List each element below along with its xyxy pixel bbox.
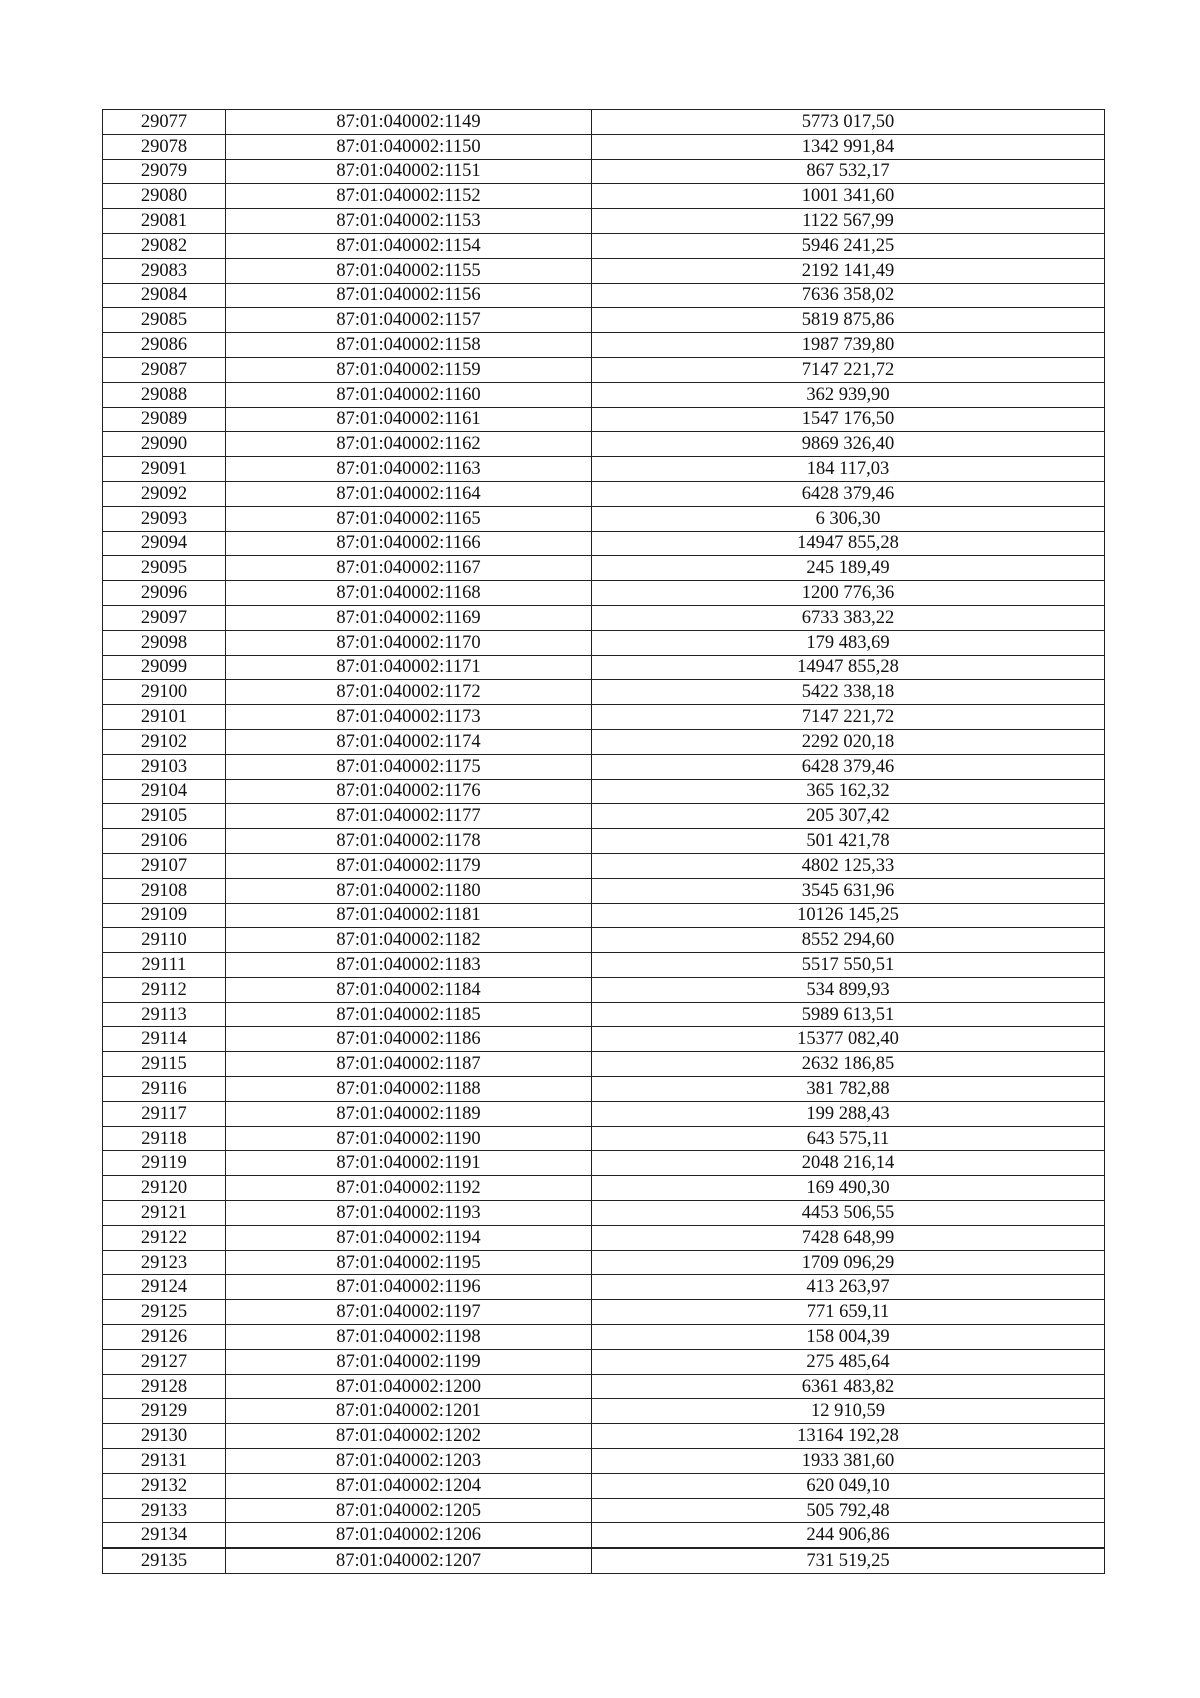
cadastral-number-cell: 87:01:040002:1152 <box>226 184 592 209</box>
cadastral-number-cell: 87:01:040002:1206 <box>226 1523 592 1548</box>
row-number-cell: 29082 <box>103 233 226 258</box>
table-row <box>103 308 1105 333</box>
row-number-cell: 29123 <box>103 1250 226 1275</box>
cadastral-value-cell: 6361 483,82 <box>592 1374 1105 1399</box>
row-number-cell: 29117 <box>103 1101 226 1126</box>
cadastral-value-cell: 2292 020,18 <box>592 729 1105 754</box>
table-row <box>103 1523 1105 1548</box>
cadastral-value-cell: 362 939,90 <box>592 382 1105 407</box>
cadastral-value-cell: 3545 631,96 <box>592 878 1105 903</box>
table-row <box>103 1201 1105 1226</box>
cadastral-value-cell: 5946 241,25 <box>592 233 1105 258</box>
cadastral-value-table <box>102 109 1105 1574</box>
cadastral-number-cell: 87:01:040002:1150 <box>226 134 592 159</box>
table-row <box>103 878 1105 903</box>
cadastral-number-cell: 87:01:040002:1181 <box>226 903 592 928</box>
row-number-cell: 29090 <box>103 432 226 457</box>
cadastral-value-cell: 1547 176,50 <box>592 407 1105 432</box>
row-number-cell: 29115 <box>103 1052 226 1077</box>
table-row <box>103 159 1105 184</box>
cadastral-number-cell: 87:01:040002:1175 <box>226 754 592 779</box>
table-row <box>103 1449 1105 1474</box>
row-number-cell: 29079 <box>103 159 226 184</box>
cadastral-number-cell: 87:01:040002:1194 <box>226 1225 592 1250</box>
cadastral-value-cell: 7636 358,02 <box>592 283 1105 308</box>
table-row <box>103 1002 1105 1027</box>
cadastral-number-cell: 87:01:040002:1164 <box>226 481 592 506</box>
cadastral-value-cell: 505 792,48 <box>592 1498 1105 1523</box>
cadastral-value-cell: 199 288,43 <box>592 1101 1105 1126</box>
table-row <box>103 1250 1105 1275</box>
cadastral-value-cell: 179 483,69 <box>592 630 1105 655</box>
cadastral-number-cell: 87:01:040002:1178 <box>226 829 592 854</box>
cadastral-number-cell: 87:01:040002:1198 <box>226 1325 592 1350</box>
row-number-cell: 29131 <box>103 1449 226 1474</box>
row-number-cell: 29100 <box>103 680 226 705</box>
row-number-cell: 29133 <box>103 1498 226 1523</box>
table-body <box>103 110 1105 1574</box>
cadastral-number-cell: 87:01:040002:1182 <box>226 928 592 953</box>
row-number-cell: 29081 <box>103 209 226 234</box>
cadastral-number-cell: 87:01:040002:1155 <box>226 258 592 283</box>
table-row <box>103 705 1105 730</box>
cadastral-number-cell: 87:01:040002:1174 <box>226 729 592 754</box>
row-number-cell: 29127 <box>103 1349 226 1374</box>
row-number-cell: 29116 <box>103 1077 226 1102</box>
table-row <box>103 1225 1105 1250</box>
cadastral-number-cell: 87:01:040002:1199 <box>226 1349 592 1374</box>
cadastral-number-cell: 87:01:040002:1193 <box>226 1201 592 1226</box>
row-number-cell: 29096 <box>103 581 226 606</box>
table-row <box>103 457 1105 482</box>
table-row <box>103 977 1105 1002</box>
cadastral-value-cell: 10126 145,25 <box>592 903 1105 928</box>
cadastral-value-cell: 5517 550,51 <box>592 953 1105 978</box>
table-row <box>103 1027 1105 1052</box>
cadastral-value-cell: 245 189,49 <box>592 556 1105 581</box>
row-number-cell: 29106 <box>103 829 226 854</box>
cadastral-value-cell: 7147 221,72 <box>592 357 1105 382</box>
cadastral-number-cell: 87:01:040002:1151 <box>226 159 592 184</box>
cadastral-value-cell: 1933 381,60 <box>592 1449 1105 1474</box>
row-number-cell: 29080 <box>103 184 226 209</box>
table-row <box>103 829 1105 854</box>
cadastral-number-cell: 87:01:040002:1202 <box>226 1424 592 1449</box>
cadastral-number-cell: 87:01:040002:1158 <box>226 333 592 358</box>
table-row <box>103 110 1105 135</box>
cadastral-number-cell: 87:01:040002:1203 <box>226 1449 592 1474</box>
row-number-cell: 29125 <box>103 1300 226 1325</box>
table-row <box>103 432 1105 457</box>
cadastral-number-cell: 87:01:040002:1190 <box>226 1126 592 1151</box>
row-number-cell: 29098 <box>103 630 226 655</box>
cadastral-number-cell: 87:01:040002:1188 <box>226 1077 592 1102</box>
row-number-cell: 29108 <box>103 878 226 903</box>
row-number-cell: 29095 <box>103 556 226 581</box>
row-number-cell: 29112 <box>103 977 226 1002</box>
cadastral-value-cell: 413 263,97 <box>592 1275 1105 1300</box>
row-number-cell: 29111 <box>103 953 226 978</box>
row-number-cell: 29110 <box>103 928 226 953</box>
cadastral-number-cell: 87:01:040002:1186 <box>226 1027 592 1052</box>
table-row <box>103 531 1105 556</box>
table-row <box>103 953 1105 978</box>
cadastral-value-cell: 771 659,11 <box>592 1300 1105 1325</box>
cadastral-value-cell: 731 519,25 <box>592 1548 1105 1573</box>
cadastral-number-cell: 87:01:040002:1160 <box>226 382 592 407</box>
row-number-cell: 29124 <box>103 1275 226 1300</box>
row-number-cell: 29119 <box>103 1151 226 1176</box>
cadastral-value-cell: 5819 875,86 <box>592 308 1105 333</box>
table-row <box>103 333 1105 358</box>
cadastral-value-cell: 6428 379,46 <box>592 481 1105 506</box>
cadastral-value-cell: 275 485,64 <box>592 1349 1105 1374</box>
table-row <box>103 407 1105 432</box>
table-row <box>103 506 1105 531</box>
cadastral-value-cell: 534 899,93 <box>592 977 1105 1002</box>
table-row <box>103 233 1105 258</box>
cadastral-value-cell: 867 532,17 <box>592 159 1105 184</box>
row-number-cell: 29103 <box>103 754 226 779</box>
table-row <box>103 1374 1105 1399</box>
cadastral-value-cell: 8552 294,60 <box>592 928 1105 953</box>
cadastral-number-cell: 87:01:040002:1207 <box>226 1548 592 1573</box>
row-number-cell: 29091 <box>103 457 226 482</box>
table-row <box>103 655 1105 680</box>
row-number-cell: 29088 <box>103 382 226 407</box>
row-number-cell: 29113 <box>103 1002 226 1027</box>
cadastral-number-cell: 87:01:040002:1196 <box>226 1275 592 1300</box>
cadastral-number-cell: 87:01:040002:1185 <box>226 1002 592 1027</box>
cadastral-value-cell: 620 049,10 <box>592 1473 1105 1498</box>
table-row <box>103 1424 1105 1449</box>
cadastral-value-cell: 5422 338,18 <box>592 680 1105 705</box>
cadastral-number-cell: 87:01:040002:1192 <box>226 1176 592 1201</box>
cadastral-value-cell: 6 306,30 <box>592 506 1105 531</box>
table-row <box>103 928 1105 953</box>
row-number-cell: 29107 <box>103 853 226 878</box>
cadastral-number-cell: 87:01:040002:1173 <box>226 705 592 730</box>
cadastral-number-cell: 87:01:040002:1156 <box>226 283 592 308</box>
row-number-cell: 29085 <box>103 308 226 333</box>
cadastral-value-cell: 1987 739,80 <box>592 333 1105 358</box>
table-row <box>103 1300 1105 1325</box>
cadastral-value-cell: 381 782,88 <box>592 1077 1105 1102</box>
row-number-cell: 29105 <box>103 804 226 829</box>
cadastral-value-cell: 501 421,78 <box>592 829 1105 854</box>
table-row <box>103 1399 1105 1424</box>
row-number-cell: 29129 <box>103 1399 226 1424</box>
cadastral-number-cell: 87:01:040002:1176 <box>226 779 592 804</box>
cadastral-value-cell: 365 162,32 <box>592 779 1105 804</box>
table-row <box>103 581 1105 606</box>
cadastral-number-cell: 87:01:040002:1201 <box>226 1399 592 1424</box>
cadastral-value-cell: 1001 341,60 <box>592 184 1105 209</box>
row-number-cell: 29134 <box>103 1523 226 1548</box>
table-row <box>103 853 1105 878</box>
row-number-cell: 29101 <box>103 705 226 730</box>
row-number-cell: 29087 <box>103 357 226 382</box>
cadastral-number-cell: 87:01:040002:1166 <box>226 531 592 556</box>
row-number-cell: 29120 <box>103 1176 226 1201</box>
table-row <box>103 804 1105 829</box>
table-row <box>103 184 1105 209</box>
cadastral-value-cell: 1122 567,99 <box>592 209 1105 234</box>
cadastral-number-cell: 87:01:040002:1157 <box>226 308 592 333</box>
table-row <box>103 1325 1105 1350</box>
row-number-cell: 29089 <box>103 407 226 432</box>
cadastral-number-cell: 87:01:040002:1161 <box>226 407 592 432</box>
table-row <box>103 630 1105 655</box>
row-number-cell: 29114 <box>103 1027 226 1052</box>
cadastral-value-cell: 12 910,59 <box>592 1399 1105 1424</box>
cadastral-number-cell: 87:01:040002:1167 <box>226 556 592 581</box>
table-row <box>103 1151 1105 1176</box>
cadastral-value-cell: 2192 141,49 <box>592 258 1105 283</box>
cadastral-number-cell: 87:01:040002:1149 <box>226 110 592 135</box>
table-row <box>103 1077 1105 1102</box>
cadastral-value-cell: 205 307,42 <box>592 804 1105 829</box>
cadastral-number-cell: 87:01:040002:1169 <box>226 605 592 630</box>
cadastral-value-cell: 2048 216,14 <box>592 1151 1105 1176</box>
table-row <box>103 1052 1105 1077</box>
table-row <box>103 357 1105 382</box>
row-number-cell: 29130 <box>103 1424 226 1449</box>
cadastral-value-cell: 7147 221,72 <box>592 705 1105 730</box>
table-row <box>103 1176 1105 1201</box>
cadastral-number-cell: 87:01:040002:1177 <box>226 804 592 829</box>
cadastral-value-cell: 184 117,03 <box>592 457 1105 482</box>
row-number-cell: 29093 <box>103 506 226 531</box>
cadastral-number-cell: 87:01:040002:1180 <box>226 878 592 903</box>
table-row <box>103 481 1105 506</box>
table-row <box>103 382 1105 407</box>
table-row <box>103 1349 1105 1374</box>
cadastral-number-cell: 87:01:040002:1187 <box>226 1052 592 1077</box>
row-number-cell: 29126 <box>103 1325 226 1350</box>
table-row <box>103 754 1105 779</box>
cadastral-number-cell: 87:01:040002:1197 <box>226 1300 592 1325</box>
row-number-cell: 29109 <box>103 903 226 928</box>
row-number-cell: 29092 <box>103 481 226 506</box>
table-row <box>103 258 1105 283</box>
cadastral-value-cell: 5773 017,50 <box>592 110 1105 135</box>
cadastral-value-cell: 1342 991,84 <box>592 134 1105 159</box>
cadastral-value-cell: 4802 125,33 <box>592 853 1105 878</box>
cadastral-value-cell: 5989 613,51 <box>592 1002 1105 1027</box>
row-number-cell: 29083 <box>103 258 226 283</box>
table-row <box>103 1101 1105 1126</box>
cadastral-value-cell: 6733 383,22 <box>592 605 1105 630</box>
row-number-cell: 29118 <box>103 1126 226 1151</box>
table-row <box>103 680 1105 705</box>
cadastral-value-cell: 15377 082,40 <box>592 1027 1105 1052</box>
cadastral-number-cell: 87:01:040002:1189 <box>226 1101 592 1126</box>
row-number-cell: 29102 <box>103 729 226 754</box>
cadastral-value-cell: 7428 648,99 <box>592 1225 1105 1250</box>
table-row <box>103 283 1105 308</box>
cadastral-value-cell: 4453 506,55 <box>592 1201 1105 1226</box>
cadastral-value-cell: 158 004,39 <box>592 1325 1105 1350</box>
row-number-cell: 29094 <box>103 531 226 556</box>
cadastral-number-cell: 87:01:040002:1165 <box>226 506 592 531</box>
row-number-cell: 29122 <box>103 1225 226 1250</box>
table-row <box>103 605 1105 630</box>
table-row <box>103 1498 1105 1523</box>
row-number-cell: 29099 <box>103 655 226 680</box>
cadastral-value-cell: 1709 096,29 <box>592 1250 1105 1275</box>
cadastral-value-cell: 2632 186,85 <box>592 1052 1105 1077</box>
cadastral-value-cell: 13164 192,28 <box>592 1424 1105 1449</box>
row-number-cell: 29104 <box>103 779 226 804</box>
cadastral-value-cell: 1200 776,36 <box>592 581 1105 606</box>
table-row <box>103 1548 1105 1573</box>
cadastral-number-cell: 87:01:040002:1171 <box>226 655 592 680</box>
row-number-cell: 29084 <box>103 283 226 308</box>
cadastral-value-cell: 643 575,11 <box>592 1126 1105 1151</box>
table-row <box>103 134 1105 159</box>
cadastral-number-cell: 87:01:040002:1184 <box>226 977 592 1002</box>
cadastral-number-cell: 87:01:040002:1183 <box>226 953 592 978</box>
cadastral-value-cell: 14947 855,28 <box>592 655 1105 680</box>
cadastral-value-cell: 6428 379,46 <box>592 754 1105 779</box>
table-row <box>103 903 1105 928</box>
table-row <box>103 779 1105 804</box>
cadastral-number-cell: 87:01:040002:1179 <box>226 853 592 878</box>
row-number-cell: 29097 <box>103 605 226 630</box>
table-row <box>103 556 1105 581</box>
row-number-cell: 29135 <box>103 1548 226 1573</box>
row-number-cell: 29086 <box>103 333 226 358</box>
cadastral-value-cell: 9869 326,40 <box>592 432 1105 457</box>
row-number-cell: 29132 <box>103 1473 226 1498</box>
table-row <box>103 209 1105 234</box>
cadastral-number-cell: 87:01:040002:1170 <box>226 630 592 655</box>
cadastral-number-cell: 87:01:040002:1168 <box>226 581 592 606</box>
cadastral-number-cell: 87:01:040002:1205 <box>226 1498 592 1523</box>
cadastral-number-cell: 87:01:040002:1200 <box>226 1374 592 1399</box>
table-row <box>103 1275 1105 1300</box>
cadastral-number-cell: 87:01:040002:1153 <box>226 209 592 234</box>
table-row <box>103 1473 1105 1498</box>
cadastral-value-cell: 244 906,86 <box>592 1523 1105 1548</box>
cadastral-value-cell: 14947 855,28 <box>592 531 1105 556</box>
row-number-cell: 29128 <box>103 1374 226 1399</box>
table-row <box>103 1126 1105 1151</box>
cadastral-number-cell: 87:01:040002:1204 <box>226 1473 592 1498</box>
row-number-cell: 29077 <box>103 110 226 135</box>
cadastral-number-cell: 87:01:040002:1163 <box>226 457 592 482</box>
row-number-cell: 29078 <box>103 134 226 159</box>
table-row <box>103 729 1105 754</box>
row-number-cell: 29121 <box>103 1201 226 1226</box>
cadastral-number-cell: 87:01:040002:1195 <box>226 1250 592 1275</box>
cadastral-number-cell: 87:01:040002:1162 <box>226 432 592 457</box>
cadastral-value-cell: 169 490,30 <box>592 1176 1105 1201</box>
cadastral-number-cell: 87:01:040002:1154 <box>226 233 592 258</box>
cadastral-number-cell: 87:01:040002:1159 <box>226 357 592 382</box>
cadastral-number-cell: 87:01:040002:1191 <box>226 1151 592 1176</box>
cadastral-number-cell: 87:01:040002:1172 <box>226 680 592 705</box>
